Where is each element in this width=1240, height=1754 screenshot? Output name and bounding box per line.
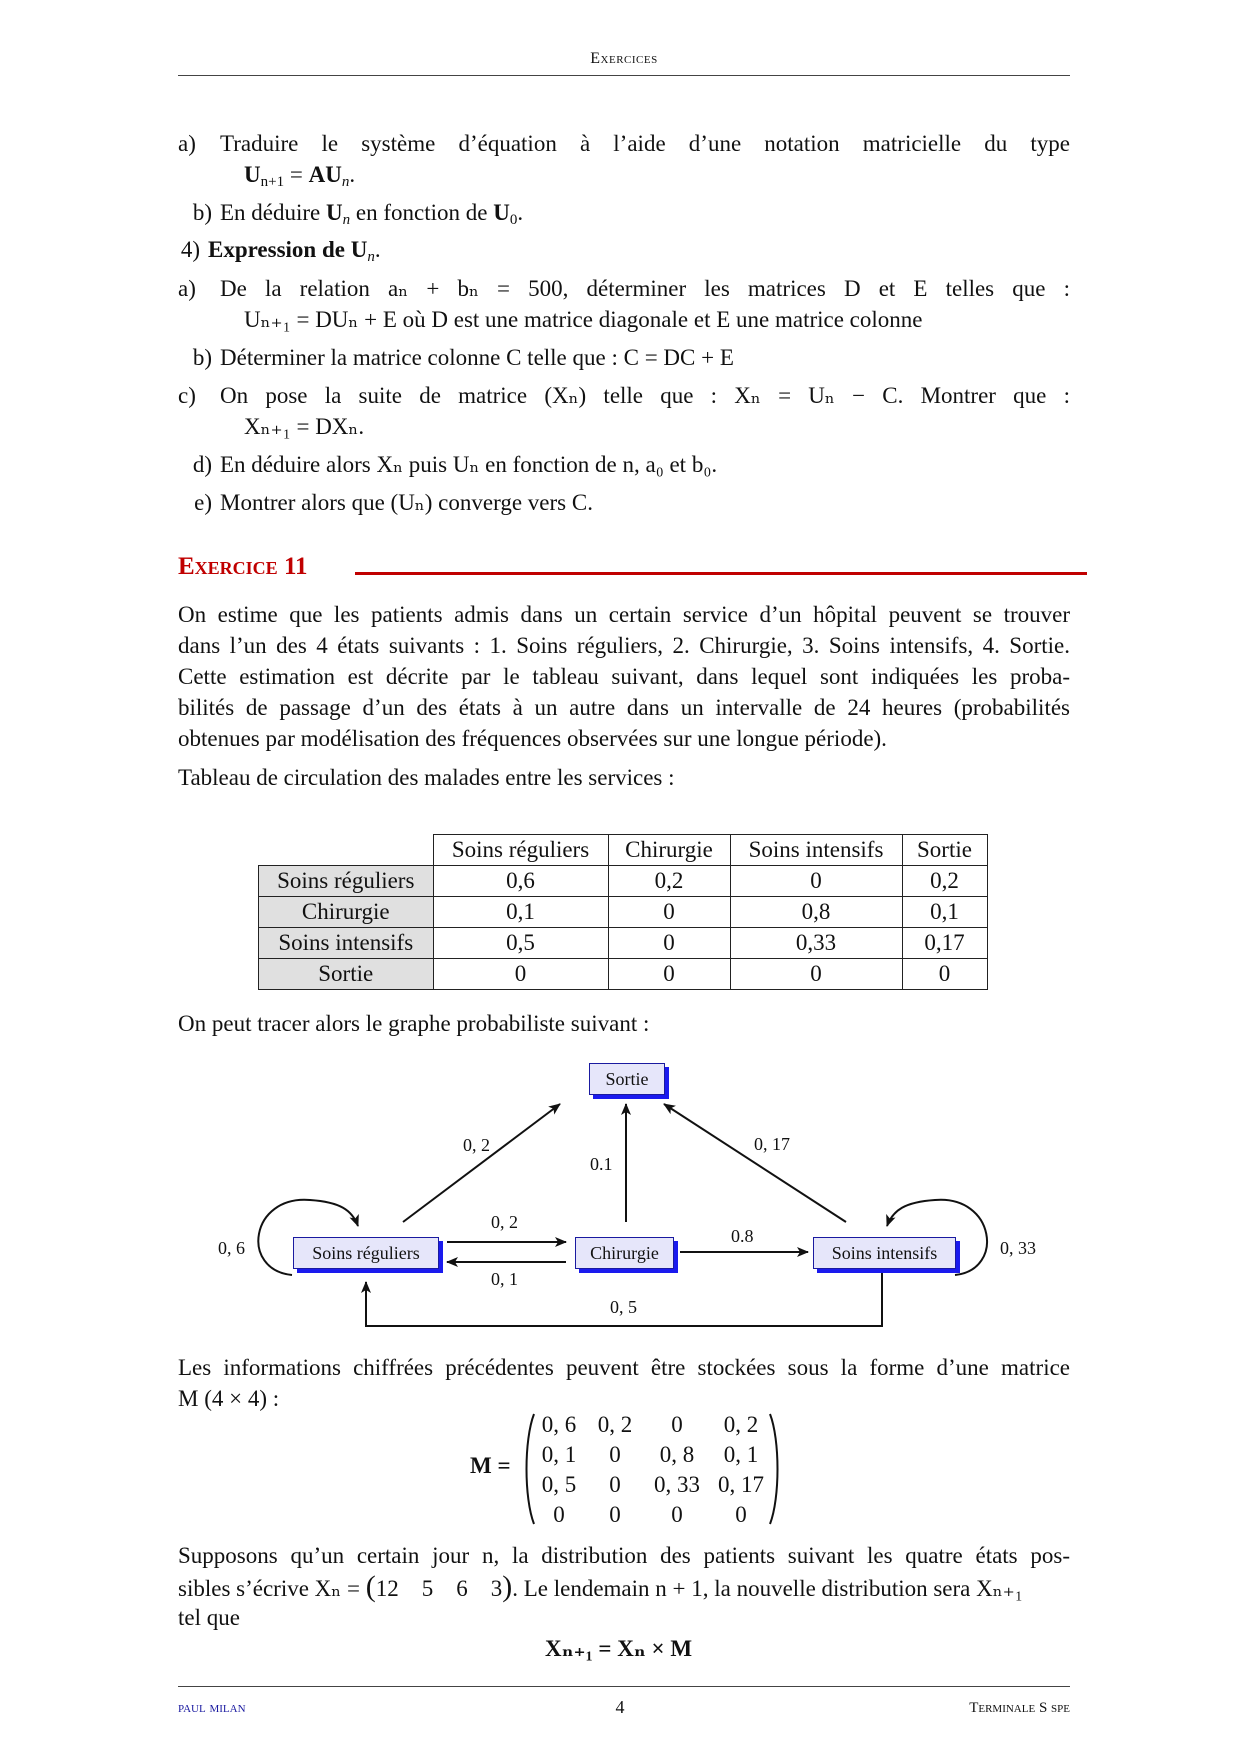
intro-line-4: bilités de passage d’un des états à un autre dans un intervalle de 24 heures (probabilités <box>178 695 1070 720</box>
matrix-cell: 0, 17 <box>718 1472 764 1497</box>
label-chir-int: 0.8 <box>731 1226 754 1246</box>
item-3a-line2: $U_{n+1} = AU_n$. <box>244 162 356 190</box>
table-cell: 0 <box>433 959 608 990</box>
final-line2: sibles s’écrive Xₙ = (12 5 6 3). Le lendemain n + 1, la nouvelle distribution sera Xₙ₊₁ <box>178 1570 1023 1603</box>
label-reg-loop: 0, 6 <box>218 1238 245 1258</box>
matrix-m <box>533 1410 773 1530</box>
matrix-cell: 0 <box>609 1442 621 1467</box>
footer-rule <box>178 1686 1070 1687</box>
table-cell: 0,33 <box>730 928 902 959</box>
graph-caption: On peut tracer alors le graphe probabiliste suivant : <box>178 1011 650 1036</box>
matrix-text-line2: M (4 × 4) : <box>178 1386 280 1411</box>
table-cell: 0,2 <box>902 866 987 897</box>
table-cell: 0,5 <box>433 928 608 959</box>
item-4c-line2: Xₙ₊₁ = DXₙ. <box>244 414 365 439</box>
matrix-cell: 0 <box>553 1502 565 1527</box>
table-cell: 0 <box>730 866 902 897</box>
label-reg-chir: 0, 2 <box>491 1212 518 1232</box>
edge-int-sortie <box>664 1104 846 1222</box>
matrix-name: M = <box>470 1453 511 1478</box>
item-4c-line1: c) On pose la suite de matrice (Xₙ) telle que : Xₙ = Uₙ − C. Montrer que : <box>178 383 1070 408</box>
intro-line-3: Cette estimation est décrite par le tableau suivant, dans lequel sont indiquées les proba- <box>178 664 1070 689</box>
item-4a-line2: Uₙ₊₁ = DUₙ + E où D est une matrice diagonale et E une matrice colonne <box>244 307 923 332</box>
matrix-row <box>533 1440 773 1470</box>
table-cell: 0,17 <box>902 928 987 959</box>
matrix-cell: 0, 1 <box>541 1442 577 1467</box>
table-cell: 0 <box>730 959 902 990</box>
table-cell: 0,6 <box>433 866 608 897</box>
row-header: Soins réguliers <box>259 866 434 897</box>
matrix-cell: 0 <box>609 1502 621 1527</box>
table-cell: 0,1 <box>433 897 608 928</box>
col-header: Soins intensifs <box>730 835 902 866</box>
vector-entry: 3 <box>490 1576 503 1601</box>
col-header: Soins réguliers <box>433 835 608 866</box>
matrix-cell: 0, 6 <box>541 1412 577 1437</box>
col-header: Chirurgie <box>608 835 730 866</box>
col-header: Sortie <box>902 835 987 866</box>
table-cell: 0 <box>902 959 987 990</box>
node-soins-intensifs: Soins intensifs <box>813 1237 956 1269</box>
exercise-title: Exercice 11 <box>178 553 308 580</box>
matrix-row <box>533 1410 773 1440</box>
matrix-cell: 0 <box>609 1472 621 1497</box>
table-caption: Tableau de circulation des malades entre les services : <box>178 765 675 790</box>
matrix-cell: 0, 33 <box>654 1472 700 1497</box>
row-header: Sortie <box>259 959 434 990</box>
matrix-cell: 0 <box>735 1502 747 1527</box>
vector-entry: 5 <box>421 1576 434 1601</box>
node-sortie: Sortie <box>589 1063 665 1095</box>
intro-line-1: On estime que les patients admis dans un certain service d’un hôpital peuvent se trouver <box>178 602 1070 627</box>
table-cell: 0,8 <box>730 897 902 928</box>
matrix-cell: 0, 8 <box>659 1442 695 1467</box>
table-cell: 0,2 <box>608 866 730 897</box>
edge-reg-sortie <box>403 1104 560 1222</box>
footer-course: Terminale S spe <box>969 1700 1070 1716</box>
matrix-cell: 0, 1 <box>723 1442 759 1467</box>
item-4e: e) Montrer alors que (Uₙ) converge vers C. <box>194 490 593 515</box>
item-3a-line1: a) Traduire le système d’équation à l’aide d’une notation matricielle du type <box>178 131 1070 156</box>
part4-heading: 4) Expression de $U_n$. <box>180 237 381 265</box>
page-number: 4 <box>615 1697 625 1717</box>
row-header: Chirurgie <box>259 897 434 928</box>
label-chir-reg: 0, 1 <box>491 1269 518 1289</box>
vector-entry: 12 <box>375 1576 399 1601</box>
table-cell: 0 <box>608 928 730 959</box>
vector-entry: 6 <box>456 1576 468 1601</box>
label-int-loop: 0, 33 <box>1000 1238 1036 1258</box>
node-chirurgie: Chirurgie <box>575 1237 674 1269</box>
matrix-cell: 0, 5 <box>541 1472 577 1497</box>
label-int-reg: 0, 5 <box>610 1297 637 1317</box>
matrix-cell: 0, 2 <box>597 1412 633 1437</box>
footer-author: paul milan <box>178 1700 246 1716</box>
label-reg-sortie: 0, 2 <box>463 1135 490 1155</box>
intro-line-5: obtenues par modélisation des fréquences observées sur une longue période). <box>178 726 887 751</box>
table-cell: 0 <box>608 897 730 928</box>
table-cell: 0 <box>608 959 730 990</box>
matrix-cell: 0 <box>671 1412 683 1437</box>
item-4a-line1: a) De la relation aₙ + bₙ = 500, déterminer les matrices D et E telles que : <box>178 276 1070 301</box>
final-equation: Xₙ₊₁ = Xₙ × M <box>545 1636 693 1661</box>
item-4d: d) En déduire alors Xₙ puis Uₙ en fonction de n, a₀ et b₀. <box>192 452 718 477</box>
item-3b: b) En déduire $U_n$ en fonction de $U_0$. <box>192 200 524 228</box>
matrix-row <box>533 1500 773 1530</box>
row-header: Soins intensifs <box>259 928 434 959</box>
intro-line-2: dans l’un des 4 états suivants : 1. Soins réguliers, 2. Chirurgie, 3. Soins intensifs, 4. Sortie. <box>178 633 1070 658</box>
table-cell: 0,1 <box>902 897 987 928</box>
label-int-sortie: 0, 17 <box>754 1134 790 1154</box>
matrix-cell: 0 <box>671 1502 683 1527</box>
matrix-cell: 0, 2 <box>723 1412 759 1437</box>
matrix-text-line1: Les informations chiffrées précédentes peuvent être stockées sous la forme d’une matrice <box>178 1355 1070 1380</box>
node-soins-reguliers: Soins réguliers <box>293 1237 439 1269</box>
matrix-row <box>533 1470 773 1500</box>
final-line3: tel que <box>178 1605 240 1630</box>
running-header: Exercices <box>590 50 658 67</box>
final-line1: Supposons qu’un certain jour n, la distribution des patients suivant les quatre états pos- <box>178 1543 1070 1568</box>
item-4b: b) Déterminer la matrice colonne C telle que : C = DC + E <box>192 345 734 370</box>
label-chir-sortie: 0.1 <box>590 1154 613 1174</box>
